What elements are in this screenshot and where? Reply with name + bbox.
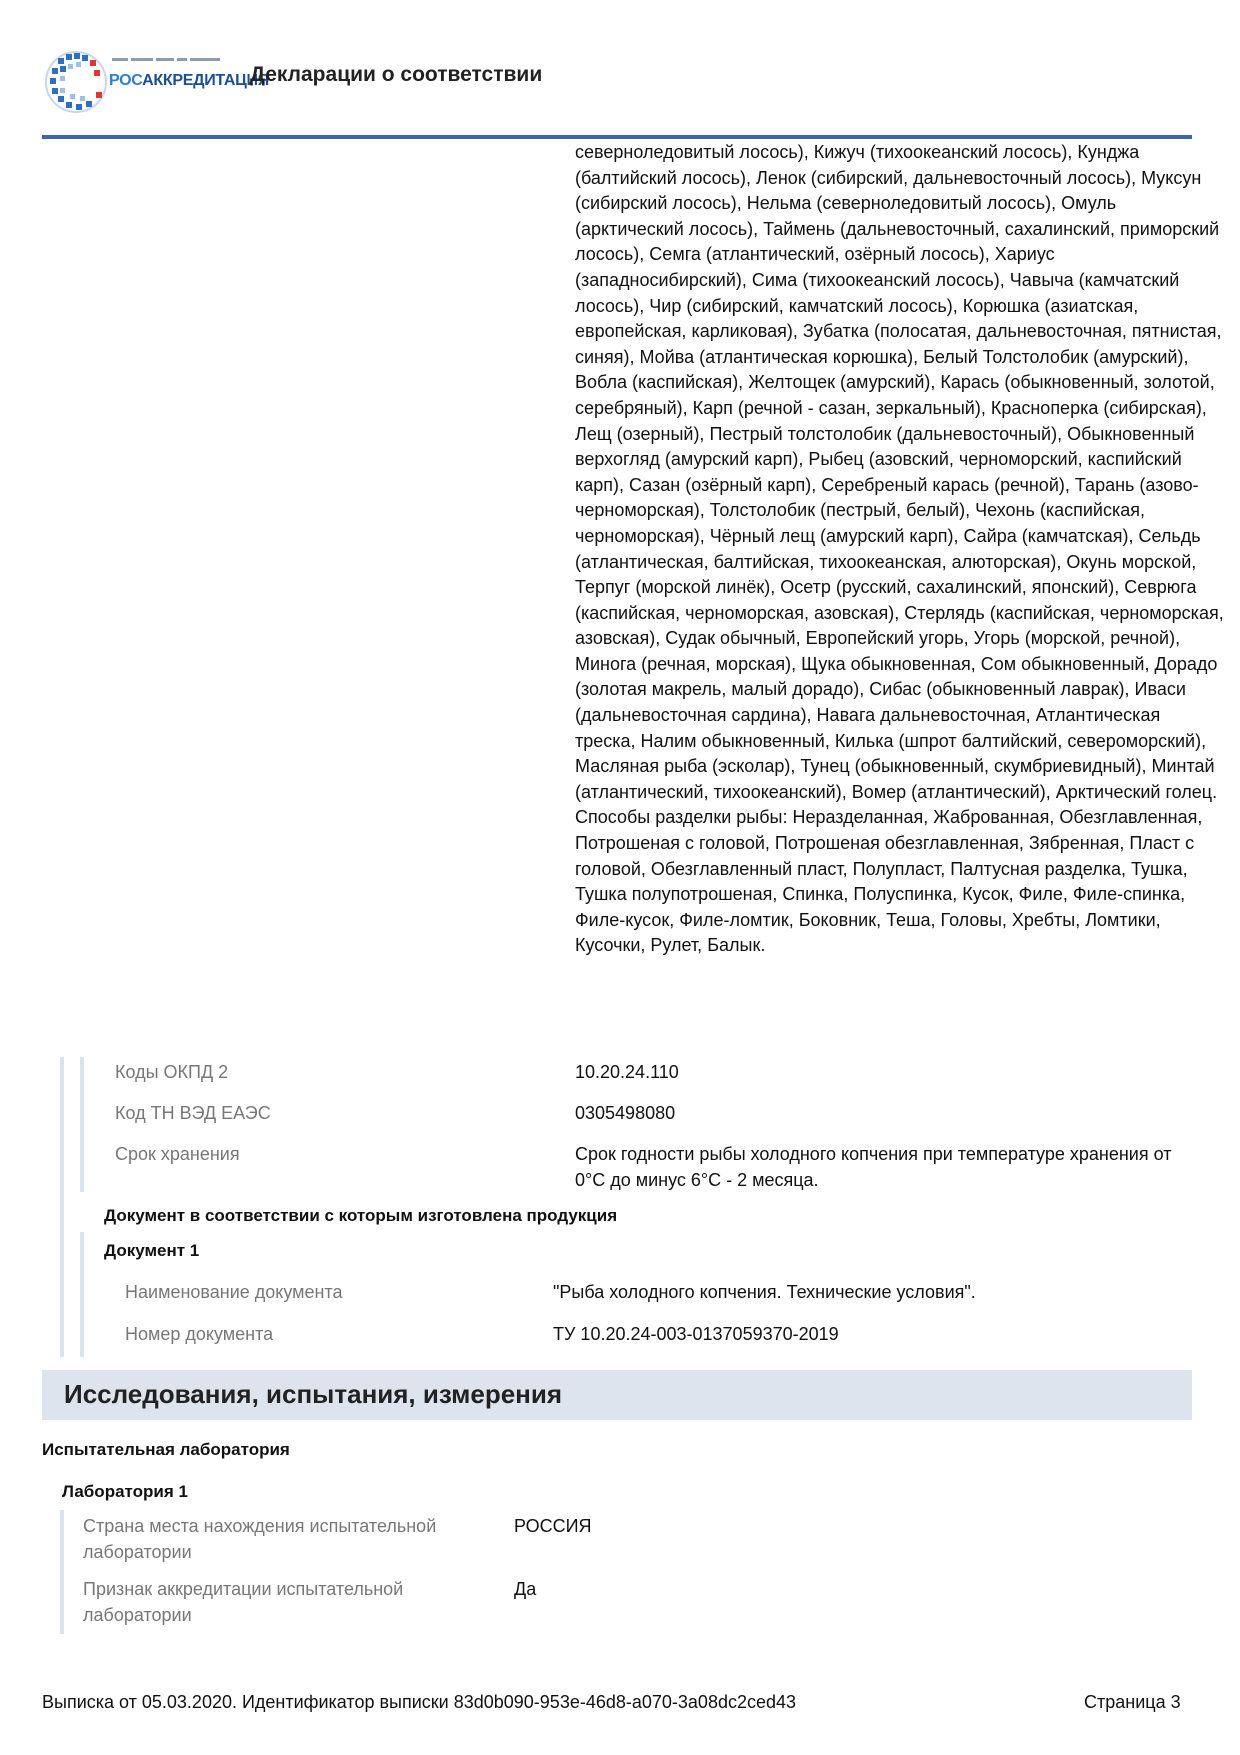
section-title: Исследования, испытания, измерения bbox=[64, 1379, 563, 1409]
logo-wordmark-prefix: РОС bbox=[109, 72, 143, 89]
logo-small-caption bbox=[112, 56, 222, 64]
page-header bbox=[0, 0, 1240, 140]
documents-heading: Документ в соответствии с которым изготовлена продукция bbox=[104, 1206, 618, 1225]
tnved-label: Код ТН ВЭД ЕАЭС bbox=[115, 1103, 271, 1123]
document-number-label: Номер документа bbox=[125, 1324, 274, 1344]
document-name-value: "Рыба холодного копчения. Технические условия". bbox=[553, 1282, 976, 1302]
page-title: Декларации о соответствии bbox=[250, 63, 543, 86]
document-number-value: ТУ 10.20.24-003-0137059370-2019 bbox=[553, 1324, 839, 1344]
outer-group-bar bbox=[60, 1057, 64, 1357]
lab-country-label: Страна места нахождения испытательной лаборатории bbox=[83, 1516, 437, 1562]
okpd-label: Коды ОКПД 2 bbox=[115, 1062, 229, 1082]
shelf-life-label: Срок хранения bbox=[115, 1144, 240, 1164]
product-description-continuation: северноледовитый лосось), Кижуч (тихоокеанский лосось), Кунджа (балтийский лосось), Ленок (сибирский, дальневосточный лосось), Муксун (сибирский лосось), Нельма (северноледовитый лосось), Омуль (арктический лосось), Таймень (дальневосточный, сахалинский, приморский лосось), Семга (атлантический, озёрный лосось), Хариус (западносибирский), Сима (тихоокеанский лосось), Чавыча (камчатский лосось), Чир (сибирский, камчатский лосось), Корюшка (азиатская, европейская, карликовая), Зубатка (полосатая, дальневосточная, пятнистая, синяя), Мойва (атлантическая корюшка), Белый Толстолобик (амурский), Вобла (каспийская), Желтощек (амурский), Карась (обыкновенный, золотой, серебряный), Карп (речной - сазан, зеркальный), Красноперка (сибирская), Лещ (озерный), Пестрый толстолобик (дальневосточный), Обыкновенный верхогляд (амурский карп), Рыбец (азовский, черноморский, каспийский карп), Сазан (озёрный карп), Серебреный карась (речной), Тарань (азово-черноморская), Толстолобик (пестрый, белый), Чехонь (каспийская, черноморская), Чёрный лещ (амурский карп), Сайра (камчатская), Сельдь (атлантическая, балтийская, тихоокеанская, алюторская), Окунь морской, Терпуг (морской линёк), Осетр (русский, сахалинский, японский), Севрюга (каспийская, черноморская, азовская), Стерлядь (каспийская, черноморская, азовская), Судак обычный, Европейский угорь, Угорь (морской, речной), Минога (речная, морская), Щука обыкновенная, Сом обыкновенный, Дорадо (золотая макрель, малый дорадо), Сибас (обыкновенный лаврак), Иваси (дальневосточная сардина), Навага дальневосточная, Атлантическая треска, Налим обыкновенный, Килька (шпрот балтийский, североморский), Масляная рыба (эсколар), Тунец (обыкновенный, скумбриевидный), Минтай (атлантический, тихоокеанский), Вомер (атлантический), Арктический голец. Способы разделки рыбы: Неразделанная, Жаброванная, Обезглавленная, Потрошеная с головой, Потрошеная обезглавленная, Зябренная, Пласт с головой, Обезглавленный пласт, Полупласт, Палтусная разделка, Тушка, Тушка полупотрошеная, Спинка, Полуспинка, Кусок, Филе, Филе-спинка, Филе-кусок, Филе-ломтик, Боковник, Теша, Головы, Хребты, Ломтики, Кусочки, Рулет, Балык. bbox=[575, 142, 1224, 956]
section-band bbox=[42, 1370, 1192, 1420]
document-name-label: Наименование документа bbox=[125, 1282, 343, 1302]
rosaccreditation-logo bbox=[44, 44, 269, 120]
lab-heading: Испытательная лаборатория bbox=[42, 1440, 290, 1459]
shelf-life-value: Срок годности рыбы холодного копчения при температуре хранения от 0°С до минус 6°С - 2 месяца. bbox=[575, 1144, 1172, 1190]
document-bar bbox=[80, 1232, 84, 1357]
lab-accreditation-value: Да bbox=[514, 1579, 537, 1599]
footer-page-number: Страница 3 bbox=[1084, 1692, 1181, 1712]
lab-accreditation-label: Признак аккредитации испытательной лаборатории bbox=[83, 1579, 404, 1625]
okpd-value: 10.20.24.110 bbox=[575, 1062, 679, 1082]
product-fields-bar bbox=[80, 1057, 84, 1192]
logo-wordmark bbox=[109, 72, 269, 90]
tnved-value: 0305498080 bbox=[575, 1103, 676, 1123]
footer-extract-info: Выписка от 05.03.2020. Идентификатор выписки 83d0b090-953e-46d8-a070-3a08dc2ced43 bbox=[42, 1692, 797, 1712]
lab-bar bbox=[60, 1510, 64, 1634]
lab-1-title: Лаборатория 1 bbox=[62, 1482, 188, 1501]
globe-logo-icon bbox=[44, 44, 108, 120]
document-1-title: Документ 1 bbox=[104, 1241, 200, 1260]
logo-wordmark-suffix: АККРЕДИТАЦИЯ bbox=[142, 72, 269, 89]
header-divider bbox=[42, 135, 1192, 139]
lab-country-value: РОССИЯ bbox=[514, 1516, 592, 1536]
